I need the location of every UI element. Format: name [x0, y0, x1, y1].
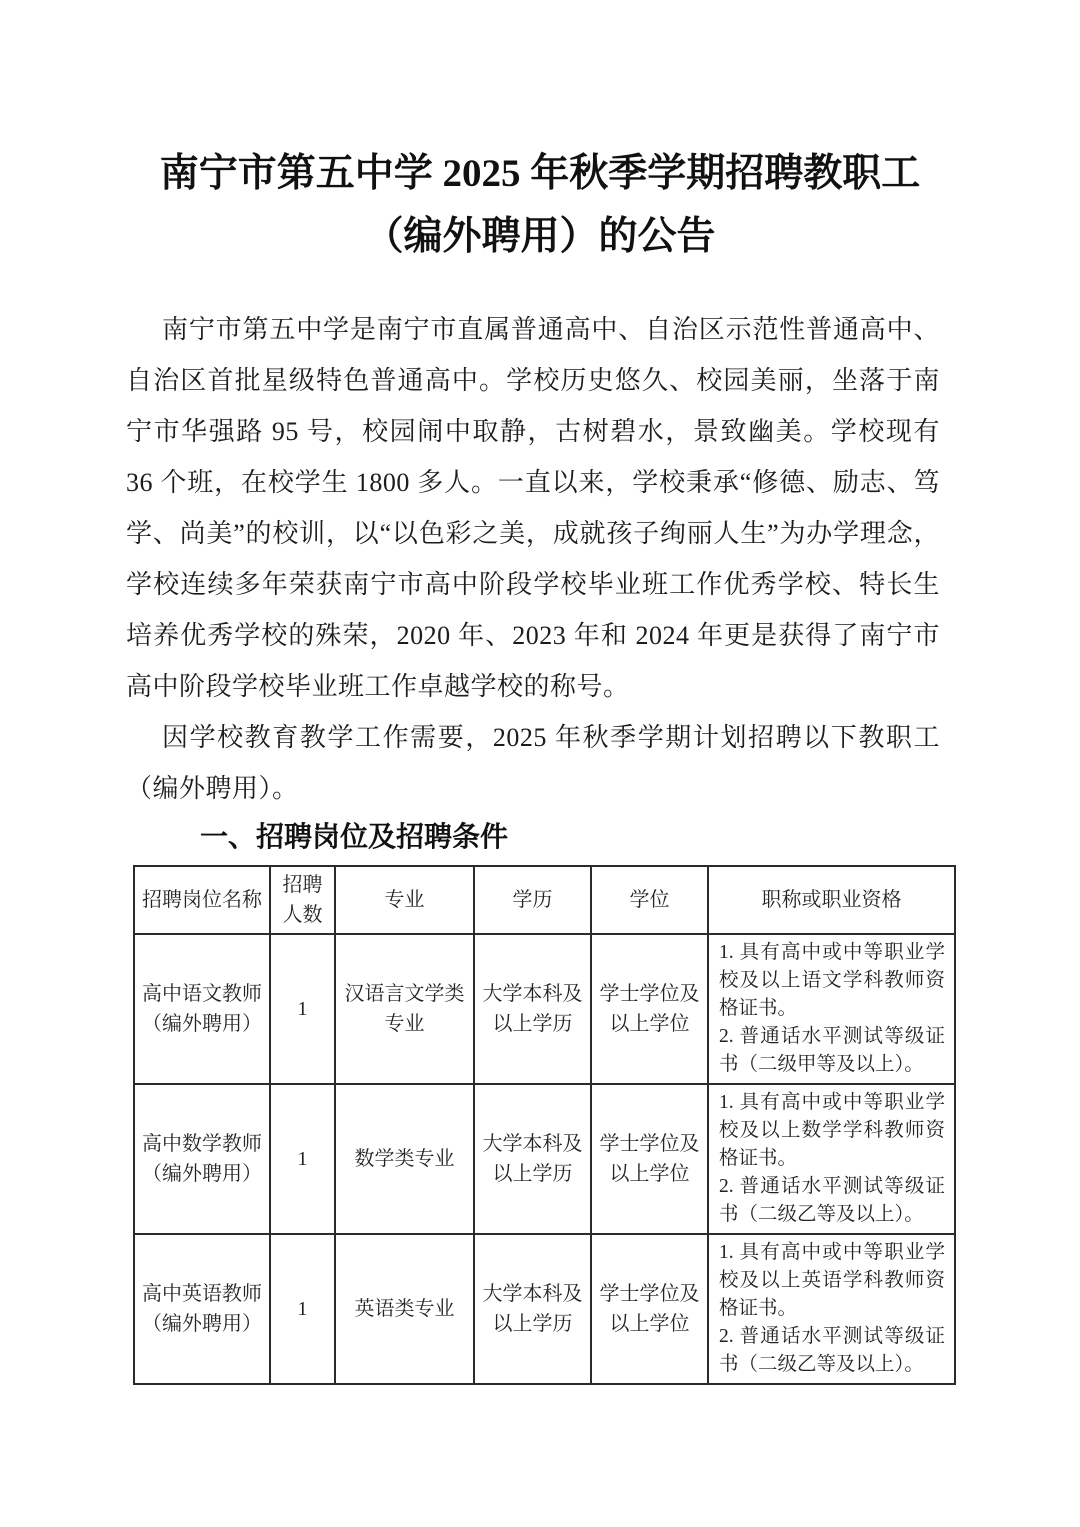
- cell-headcount: 1: [270, 1084, 335, 1234]
- cell-post-name: 高中英语教师（编外聘用）: [134, 1234, 270, 1384]
- title-line-1: 南宁市第五中学 2025 年秋季学期招聘教职工: [159, 152, 921, 195]
- cell-post-name: 高中数学教师（编外聘用）: [134, 1084, 270, 1234]
- table-row-math-teacher: [134, 1084, 955, 1234]
- qualification-item-2: 2. 普通话水平测试等级证书（二级甲等及以上）。: [719, 1026, 945, 1075]
- cell-headcount: 1: [270, 1234, 335, 1384]
- cell-headcount: 1: [270, 934, 335, 1084]
- cell-education: 大学本科及以上学历: [474, 1084, 591, 1234]
- cell-qualification: [708, 1084, 955, 1234]
- cell-qualification: [708, 934, 955, 1084]
- col-header-degree: 学位: [591, 866, 708, 934]
- intro-paragraph: 南宁市第五中学是南宁市直属普通高中、自治区示范性普通高中、自治区首批星级特色普通高中。学校历史悠久、校园美丽，坐落于南宁市华强路 95 号，校园闹中取静，古树碧水，景致幽美。学校现有 36 个班，在校学生 1800 多人。一直以来，学校秉承“修德、励志、笃学、尚美”的校训，以“以色彩之美，成就孩子绚丽人生”为办学理念，学校连续多年荣获南宁市高中阶段学校毕业班工作优秀学校、特长生培养优秀学校的殊荣，2020 年、2023 年和 2024 年更是获得了南宁市高中阶段学校毕业班工作卓越学校的称号。: [126, 315, 940, 701]
- qualification-item-2: 2. 普通话水平测试等级证书（二级乙等及以上）。: [719, 1176, 945, 1225]
- col-header-headcount: 招聘人数: [270, 866, 335, 934]
- col-header-education: 学历: [474, 866, 591, 934]
- title-line-2: （编外聘用）的公告: [364, 215, 716, 258]
- recruitment-table: [133, 865, 956, 1385]
- col-header-qualification: 职称或职业资格: [708, 866, 955, 934]
- cell-major: 英语类专业: [335, 1234, 474, 1384]
- qualification-item-2: 2. 普通话水平测试等级证书（二级乙等及以上）。: [719, 1326, 945, 1375]
- page-title: [0, 0, 1080, 268]
- table-row-chinese-teacher: [134, 934, 955, 1084]
- cell-degree: 学士学位及以上学位: [591, 934, 708, 1084]
- table-row-english-teacher: [134, 1234, 955, 1384]
- col-header-major: 专业: [335, 866, 474, 934]
- cell-post-name: 高中语文教师（编外聘用）: [134, 934, 270, 1084]
- table-header-row: [134, 866, 955, 934]
- qualification-item-1: 1. 具有高中或中等职业学校及以上数学学科教师资格证书。: [719, 1092, 945, 1169]
- cell-degree: 学士学位及以上学位: [591, 1234, 708, 1384]
- col-header-post-name: 招聘岗位名称: [134, 866, 270, 934]
- body-paragraphs: [126, 304, 940, 814]
- cell-education: 大学本科及以上学历: [474, 1234, 591, 1384]
- cell-degree: 学士学位及以上学位: [591, 1084, 708, 1234]
- recruit-need-paragraph: 因学校教育教学工作需要，2025 年秋季学期计划招聘以下教职工（编外聘用）。: [126, 723, 940, 803]
- qualification-item-1: 1. 具有高中或中等职业学校及以上英语学科教师资格证书。: [719, 1242, 945, 1319]
- cell-qualification: [708, 1234, 955, 1384]
- section-heading-positions: 一、招聘岗位及招聘条件: [200, 821, 509, 852]
- cell-major: 汉语言文学类专业: [335, 934, 474, 1084]
- cell-education: 大学本科及以上学历: [474, 934, 591, 1084]
- cell-major: 数学类专业: [335, 1084, 474, 1234]
- document-content: [126, 304, 945, 1385]
- qualification-item-1: 1. 具有高中或中等职业学校及以上语文学科教师资格证书。: [719, 942, 945, 1019]
